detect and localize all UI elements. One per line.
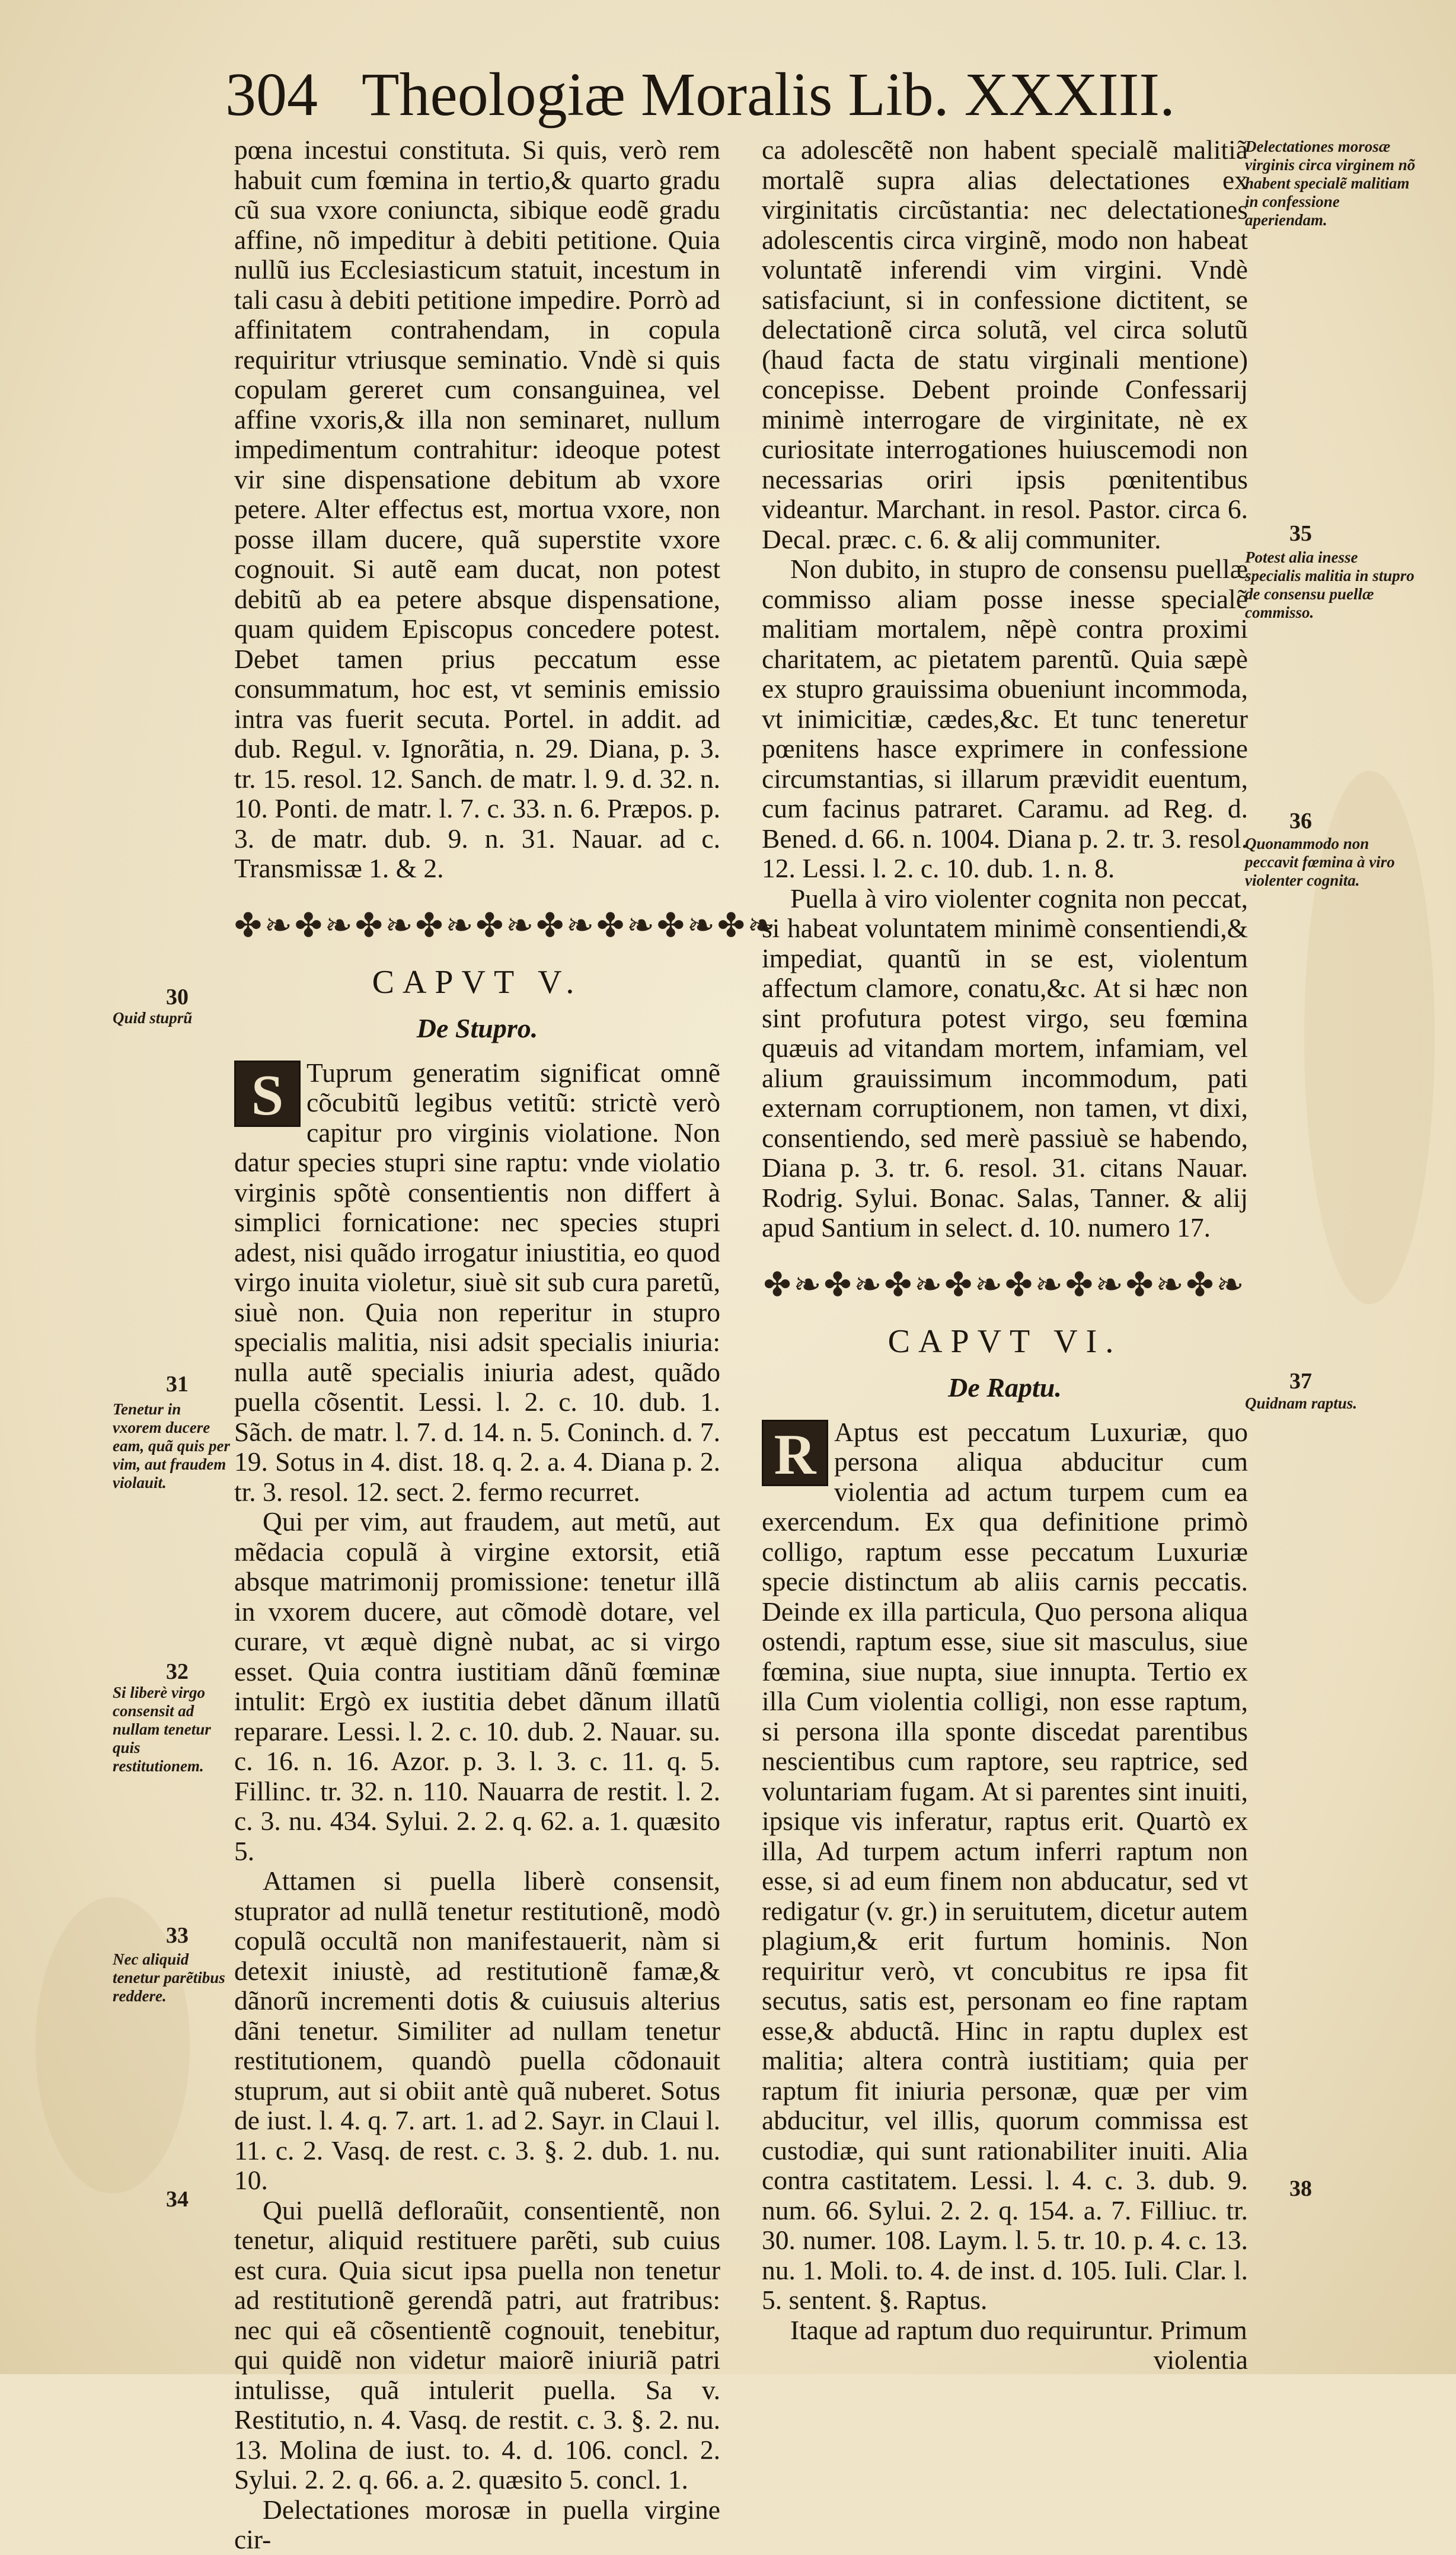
paragraph <box>762 1417 1248 2316</box>
running-title: Theologiæ Moralis Lib. XXXIII. <box>362 60 1176 129</box>
paragraph: ca adolescẽtẽ non habent specialẽ malitiã mortalẽ supra alias delectationes ex virginitatis circũstantia: nec delectationes adolescentis circa virginẽ, modo non habeat voluntatẽ inferendi vim virgini. Vndè satisfaciunt, si in confessione dictitent, se delectationẽ circa solutã, vel circa solutũ (haud facta de statu virginali mentione) concepisse. Debent proinde Confessarij minimè interrogare de virginitate, nè ex curiositate interrogationes huiuscemodi non necessarias oriri ipsis pœnitentibus videantur. Marchant. in resol. Pastor. circa 6. Decal. præc. c. 6. & alij communiter. <box>762 135 1248 554</box>
margin-note: Quid stuprũ <box>113 1009 193 1027</box>
paragraph-number: 35 <box>1289 521 1312 546</box>
margin-note: Quonammodo non peccavit fœmina à viro violenter cognita. <box>1245 835 1395 889</box>
running-header <box>225 59 1435 130</box>
catchword: violentia <box>1153 2345 1248 2375</box>
paragraph: Itaque ad raptum duo requiruntur. Primum <box>790 2314 1247 2345</box>
paragraph: Qui puellã defloraũit, consentientẽ, non tenetur, aliquid restituere parẽti, sub cuius est cura. Quia sicut ipsa puella non tenetur ad restitutionẽ gerendã patri, aut fratribus: nec qui eã cõsentientẽ cognouit, tenebitur, qui quidẽ non videtur maiorẽ iniuriã patri intulisse, quã intulerit puella. Sa v. Restitutio, n. 4. Vasq. de restit. c. 3. §. 2. nu. 13. Molina de iust. to. 4. d. 106. concl. 2. Sylui. 2. 2. q. 66. a. 2. quæsito 5. concl. 1. <box>234 2195 720 2495</box>
margin-note: Nec aliquid tenetur parẽtibus reddere. <box>113 1950 225 2005</box>
margin-note: Delectationes morosæ virginis circa virginem nõ habent specialẽ malitiam in confessione aperiendam. <box>1245 138 1416 229</box>
margin-note: Si liberè virgo consensit ad nullam tenetur quis restitutionem. <box>113 1684 211 1775</box>
paragraph: Puella à viro violenter cognita non peccat, si habeat voluntatem minimè consentiendi,& impediat, quantũ in se est, violentum affectum clamore, conatu,&c. At si hæc non sint profutura potest virgo, seu fœmina quæuis ad vitandam mortem, infamiam, vel alium grauissimum incommodum, pati externam corruptionem, non tamen, vt dixi, consentiendo, sed merè passiuè se habendo, Diana p. 3. tr. 6. resol. 31. citans Nauar. Rodrig. Sylui. Bonac. Salas, Tanner. & alij apud Santium in select. d. 10. numero 17. <box>762 883 1248 1243</box>
paragraph-text: Tuprum generatim significat omnẽ cõcubitũ legibus vetitũ: strictè verò capitur pro virginis violatione. Non datur species stupri sine raptu: vnde violatio virginis spõtè consentientis non differt à simplici fornicatione: nec species stupri adest, nisi quãdo irrogatur iniustitia, eo quod virgo inuita violetur, siuè sit sub cura paretũ, siuè non. Quia non reperitur in stupro specialis malitia, nisi adsit specialis iniuria: nulla autẽ specialis iniuria adest, quãdo puella cõsentit. Lessi. l. 2. c. 10. dub. 1. Sãch. de matr. l. 7. d. 14. n. 5. Coninch. d. 7. 19. Sotus in 4. dist. 18. q. 2. a. 4. Diana p. 2. tr. 3. resol. 12. sect. 2. fermo recurret. <box>234 1057 720 1507</box>
paragraph: Qui per vim, aut fraudem, aut metũ, aut mẽdacia copulã à virgine extorsit, etiã absque matrimonij promissione: tenetur illã in vxorem ducere, aut cõmodè dotare, vel curare, vt æquè dignè nubat, ac si virgo esset. Quia contra iustitiam dãnũ fœminæ intulit: Ergò ex iustitia debet dãnum illatũ reparare. Lessi. l. 2. c. 10. dub. 2. Nauar. su. c. 16. n. 16. Azor. p. 3. l. 3. c. 11. q. 5. Fillinc. tr. 32. n. 110. Nauarra de restit. l. 2. c. 3. nu. 434. Sylui. 2. 2. q. 62. a. 1. quæsito 5. <box>234 1506 720 1866</box>
drop-cap: R <box>762 1420 828 1486</box>
paragraph-text: Aptus est peccatum Luxuriæ, quo persona aliqua abducitur cum violentia ad actum turpem cum ea exercendum. Ex qua definitione primò colligo, raptum esse peccatum Luxuriæ specie distinctum ab aliis carnis peccatis. Deinde ex illa particula, Quo persona aliqua ostendi, raptum esse, siue sit masculus, siue fœmina, siue nupta, siue innupta. Tertio ex illa Cum violentia colligi, non esse raptum, si persona illa sponte discedat parentibus nescientibus cum raptore, seu raptrice, sed voluntariam fugam. At si parentes sint inuiti, ipsique vis inferatur, raptus erit. Quartò ex illa, Ad turpem actum inferri raptum non esse, si ad eum finem non abducatur, sed vt redigatur (v. gr.) in seruitutem, dicetur autem plagium,& erit furtum hominis. Non requiritur verò, vt concubitus re ipsa fit secutus, satis est, personam eo fine raptam esse,& abductã. Hinc in raptu duplex est malitia; altera contrà iustitiam; quia per raptum fit iniuria personæ, quæ per vim abducitur, vel illis, quorum commissa est custodiæ, qui sunt rationabiliter inuiti. Alia contra castitatem. Lessi. l. 4. c. 3. dub. 9. num. 66. Sylui. 2. 2. q. 154. a. 7. Filliuc. tr. 30. numer. 108. Laym. l. 5. tr. 10. p. 4. c. 13. nu. 1. Moli. to. 4. de inst. d. 105. Iuli. Clar. l. 5. sentent. §. Raptus. <box>762 1416 1248 2315</box>
paragraph: Non dubito, in stupro de consensu puellæ commisso aliam posse inesse specialẽ malitiam mortalem, nẽpè contra proximi charitatem, ac pietatem parentũ. Quia sæpè ex stupro grauissima obueniunt incommoda, vt inimicitiæ, cædes,&c. Et tunc teneretur pœnitens hasce exprimere in confessione circumstantias, si illarum prævidit euentum, cum facinus patraret. Caramu. ad Reg. d. Bened. d. 66. n. 1004. Diana p. 2. tr. 3. resol. 12. Lessi. l. 2. c. 10. dub. 1. n. 8. <box>762 554 1248 883</box>
ornamental-divider: ✤❧✤❧✤❧✤❧✤❧✤❧✤❧✤❧ <box>763 1266 1247 1304</box>
ornamental-divider: ✤❧✤❧✤❧✤❧✤❧✤❧✤❧✤❧✤❧ <box>234 907 778 944</box>
paragraph-number: 33 <box>166 1923 189 1948</box>
margin-note: Tenetur in vxorem ducere eam, quã quis per vim, aut fraudem violauit. <box>113 1400 231 1492</box>
paragraph-number: 32 <box>166 1659 189 1684</box>
paragraph-number: 36 <box>1289 809 1312 833</box>
paragraph-number: 37 <box>1289 1369 1312 1394</box>
right-column <box>762 135 1248 2375</box>
margin-note: Quidnam raptus. <box>1245 1394 1358 1412</box>
paragraph-number: 34 <box>166 2187 189 2212</box>
paragraph-number: 38 <box>1289 2176 1312 2201</box>
paragraph: Attamen si puella liberè consensit, stuprator ad nullã tenetur restitutionẽ, modò copulã occultã non manifestauerit, nàm si detexit iniustè, ad restitutionẽ famæ,& dãnorũ incrementi dotis & cuiusuis alterius dãni tenetur. Similiter ad nullam tenetur restitutionem, quandò puella cõdonauit stuprum, aut si obiit antè quã nuberet. Sotus de iust. l. 4. q. 7. art. 1. ad 2. Sayr. in Claui l. 11. c. 2. Vasq. de rest. c. 3. §. 2. dub. 1. nu. 10. <box>234 1866 720 2195</box>
paragraph: Delectationes morosæ in puella virgine cir- <box>234 2494 720 2554</box>
left-column <box>234 135 778 2555</box>
margin-note: Potest alia inesse specialis malitia in stupro de consensu puellæ commisso. <box>1245 548 1415 621</box>
paragraph <box>234 1058 720 1508</box>
page-number: 304 <box>225 60 318 129</box>
paragraph: pœna incestui constituta. Si quis, verò rem habuit cum fœmina in tertio,& quarto gradu cũ sua vxore coniuncta, sibique eodẽ gradu affine, nõ impeditur à debiti petitione. Quia nullũ ius Ecclesiasticum statuit, incestum in tali casu à debiti petitione impedire. Porrò ad affinitatem contrahendam, in copula requiritur vtriusque seminatio. Vndè si quis copulam gereret cum consanguinea, vel affine vxoris,& illa non seminaret, nullum impedimentum contrahitur: ideoque potest vir sine dispensatione debitum ab vxore petere. Alter effectus est, mortua vxore, non posse illam ducere, quã superstite vxore cognouit. Si autẽ eam ducat, non potest debitũ ab ea petere absque dispensatione, quam quidem Episcopus concedere potest. Debet tamen prius peccatum esse consummatum, hoc est, vt seminis emissio intra vas fuerit secuta. Portel. in addit. ad dub. Regul. v. Ignorãtia, n. 29. Diana, p. 3. tr. 15. resol. 12. Sanch. de matr. l. 9. d. 32. n. 10. Ponti. de matr. l. 7. c. 33. n. 6. Præpos. p. 3. de matr. dub. 9. n. 31. Nauar. ad c. Transmissæ 1. & 2. <box>234 135 720 883</box>
chapter-subtitle: De Stupro. <box>416 1013 538 1043</box>
drop-cap: S <box>234 1061 301 1127</box>
paragraph-number: 31 <box>166 1372 189 1397</box>
paragraph-number: 30 <box>166 985 189 1010</box>
chapter-heading: CAPVT V. <box>372 963 583 1001</box>
chapter-subtitle: De Raptu. <box>948 1372 1062 1403</box>
chapter-heading: CAPVT VI. <box>887 1323 1122 1360</box>
